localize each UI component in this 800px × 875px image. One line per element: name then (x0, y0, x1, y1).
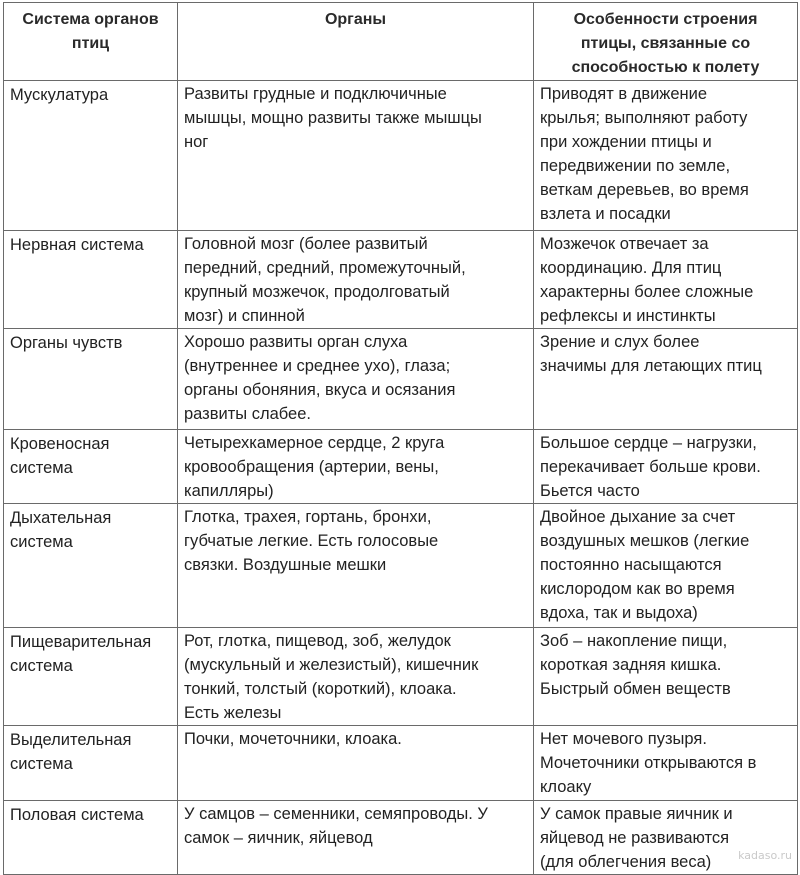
cell-organs: Почки, мочеточники, клоака. (178, 726, 534, 801)
table-row (4, 726, 798, 801)
cell-features: Мозжечок отвечает за координацию. Для птиц характерны более сложные рефлексы и инстинкты (534, 231, 798, 329)
cell-system: Органы чувств (4, 329, 178, 430)
cell-features: Зоб – накопление пищи, короткая задняя кишка. Быстрый обмен веществ (534, 628, 798, 726)
table-row (4, 801, 798, 875)
header-system: Система органов птиц (4, 3, 178, 81)
cell-organs: У самцов – семенники, семяпроводы. У самок – яичник, яйцевод (178, 801, 534, 875)
cell-organs: Четырехкамерное сердце, 2 круга кровообращения (артерии, вены, капилляры) (178, 430, 534, 504)
table-row (4, 231, 798, 329)
header-row (4, 3, 798, 81)
cell-features: Приводят в движение крылья; выполняют работу при хождении птицы и передвижении по земле, веткам деревьев, во время взлета и посадки (534, 81, 798, 231)
cell-organs: Глотка, трахея, гортань, бронхи, губчатые легкие. Есть голосовые связки. Воздушные мешки (178, 504, 534, 628)
table-row (4, 430, 798, 504)
cell-organs: Развиты грудные и подключичные мышцы, мощно развиты также мышцы ног (178, 81, 534, 231)
cell-system: Дыхательная система (4, 504, 178, 628)
table-body (4, 81, 798, 875)
cell-system: Пищеварительная система (4, 628, 178, 726)
cell-features: Зрение и слух более значимы для летающих птиц (534, 329, 798, 430)
table-row (4, 81, 798, 231)
header-flight-features: Особенности строения птицы, связанные со способностью к полету (534, 3, 798, 81)
table-row (4, 504, 798, 628)
watermark: kadaso.ru (738, 849, 792, 862)
cell-system: Кровеносная система (4, 430, 178, 504)
cell-features: Двойное дыхание за счет воздушных мешков (легкие постоянно насыщаются кислородом как во время вдоха, так и выдоха) (534, 504, 798, 628)
cell-system: Нервная система (4, 231, 178, 329)
cell-organs: Рот, глотка, пищевод, зоб, желудок (мускульный и железистый), кишечник тонкий, толстый (короткий), клоака. Есть железы (178, 628, 534, 726)
cell-organs: Хорошо развиты орган слуха (внутреннее и среднее ухо), глаза; органы обоняния, вкуса и осязания развиты слабее. (178, 329, 534, 430)
table-header (4, 3, 798, 81)
cell-features: Большое сердце – нагрузки, перекачивает больше крови. Бьется часто (534, 430, 798, 504)
cell-organs: Головной мозг (более развитый передний, средний, промежуточный, крупный мозжечок, продолговатый мозг) и спинной (178, 231, 534, 329)
table-row (4, 628, 798, 726)
cell-features: Нет мочевого пузыря. Мочеточники открываются в клоаку (534, 726, 798, 801)
bird-organ-systems-table (3, 2, 798, 875)
header-organs: Органы (178, 3, 534, 81)
cell-system: Мускулатура (4, 81, 178, 231)
cell-features: У самок правые яичник и яйцевод не развиваются (для облегчения веса) (534, 801, 798, 875)
table-row (4, 329, 798, 430)
cell-system: Выделительная система (4, 726, 178, 801)
cell-system: Половая система (4, 801, 178, 875)
